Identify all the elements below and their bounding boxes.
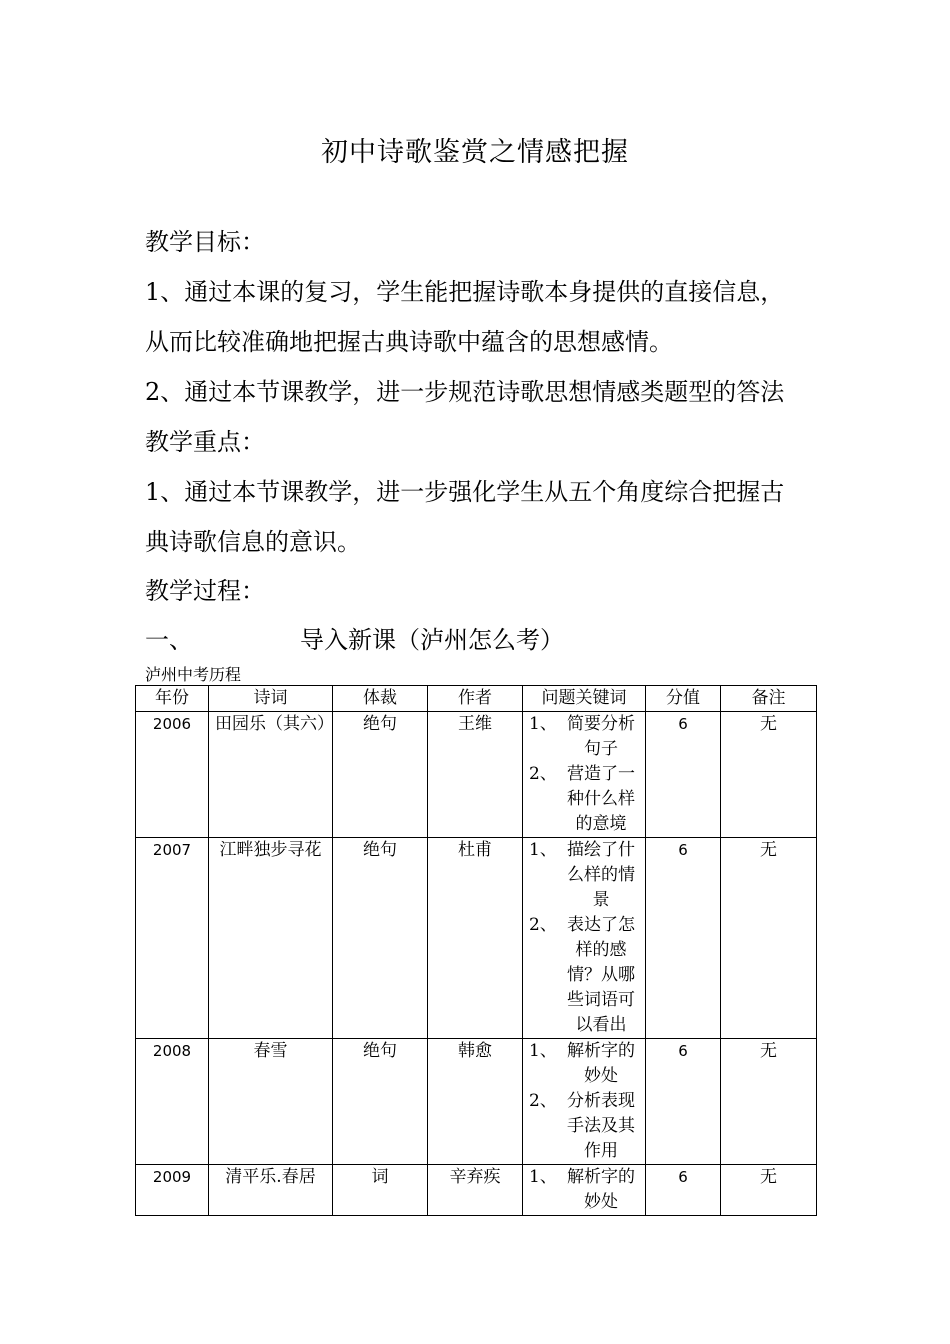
table-caption: 泸州中考历程	[145, 665, 242, 684]
question-number: 2、	[529, 764, 557, 784]
question-number: 1、	[529, 1167, 557, 1187]
question-number: 1、	[529, 840, 557, 860]
goals-item1-line1: 1、通过本课的复习，学生能把握诗歌本身提供的直接信息，	[145, 278, 785, 306]
cell-author: 辛弃疾	[428, 1165, 523, 1216]
cell-score: 6	[646, 712, 721, 838]
question-text: 营造了一种什么样的意境	[567, 764, 635, 834]
cell-note: 无	[721, 1039, 817, 1165]
cell-genre: 词	[333, 1165, 428, 1216]
cell-genre: 绝句	[333, 712, 428, 838]
focus-item1-line1: 1、通过本节课教学，进一步强化学生从五个角度综合把握古	[145, 478, 785, 506]
cell-author: 王维	[428, 712, 523, 838]
section-title: 导入新课（泸州怎么考）	[300, 626, 564, 654]
goals-heading: 教学目标：	[145, 228, 265, 256]
question-number: 2、	[529, 1091, 557, 1111]
cell-score: 6	[646, 1039, 721, 1165]
cell-year: 2009	[136, 1165, 209, 1216]
goals-item2: 2、通过本节课教学，进一步规范诗歌思想情感类题型的答法	[145, 378, 785, 406]
cell-score: 6	[646, 1165, 721, 1216]
question-number: 1、	[529, 1041, 557, 1061]
cell-poem: 江畔独步寻花	[209, 838, 333, 1039]
cell-poem: 田园乐（其六）	[209, 712, 333, 838]
cell-poem: 清平乐.春居	[209, 1165, 333, 1216]
question-text: 表达了怎样的感情？从哪些词语可以看出	[567, 915, 635, 1035]
question-number: 1、	[529, 714, 557, 734]
table-header-row	[136, 686, 817, 712]
header-poem: 诗词	[209, 686, 333, 712]
question-text: 分析表现手法及其作用	[567, 1091, 635, 1161]
cell-note: 无	[721, 712, 817, 838]
cell-author: 杜甫	[428, 838, 523, 1039]
cell-year: 2007	[136, 838, 209, 1039]
table-row	[136, 838, 817, 1039]
cell-keywords	[523, 838, 646, 1039]
document-title: 初中诗歌鉴赏之情感把握	[321, 137, 629, 168]
cell-keywords	[523, 712, 646, 838]
process-heading: 教学过程：	[145, 577, 265, 605]
cell-author: 韩愈	[428, 1039, 523, 1165]
cell-genre: 绝句	[333, 838, 428, 1039]
question-text: 简要分析句子	[567, 714, 635, 759]
focus-item1-line2: 典诗歌信息的意识。	[145, 528, 361, 556]
focus-heading: 教学重点：	[145, 428, 265, 456]
question-text: 解析字的妙处	[567, 1041, 635, 1086]
header-keywords: 问题关键词	[523, 686, 646, 712]
cell-keywords	[523, 1165, 646, 1216]
question-text: 解析字的妙处	[567, 1167, 635, 1212]
header-note: 备注	[721, 686, 817, 712]
cell-year: 2006	[136, 712, 209, 838]
header-genre: 体裁	[333, 686, 428, 712]
cell-score: 6	[646, 838, 721, 1039]
question-text: 描绘了什么样的情景	[567, 840, 635, 910]
header-author: 作者	[428, 686, 523, 712]
header-score: 分值	[646, 686, 721, 712]
cell-poem: 春雪	[209, 1039, 333, 1165]
table-row	[136, 1165, 817, 1216]
table-row	[136, 1039, 817, 1165]
section-number: 一、	[145, 626, 193, 654]
question-number: 2、	[529, 915, 557, 935]
table-row	[136, 712, 817, 838]
exam-history-table	[135, 685, 817, 1216]
cell-note: 无	[721, 838, 817, 1039]
cell-genre: 绝句	[333, 1039, 428, 1165]
cell-year: 2008	[136, 1039, 209, 1165]
goals-item1-line2: 从而比较准确地把握古典诗歌中蕴含的思想感情。	[145, 328, 673, 356]
cell-note: 无	[721, 1165, 817, 1216]
header-year: 年份	[136, 686, 209, 712]
cell-keywords	[523, 1039, 646, 1165]
